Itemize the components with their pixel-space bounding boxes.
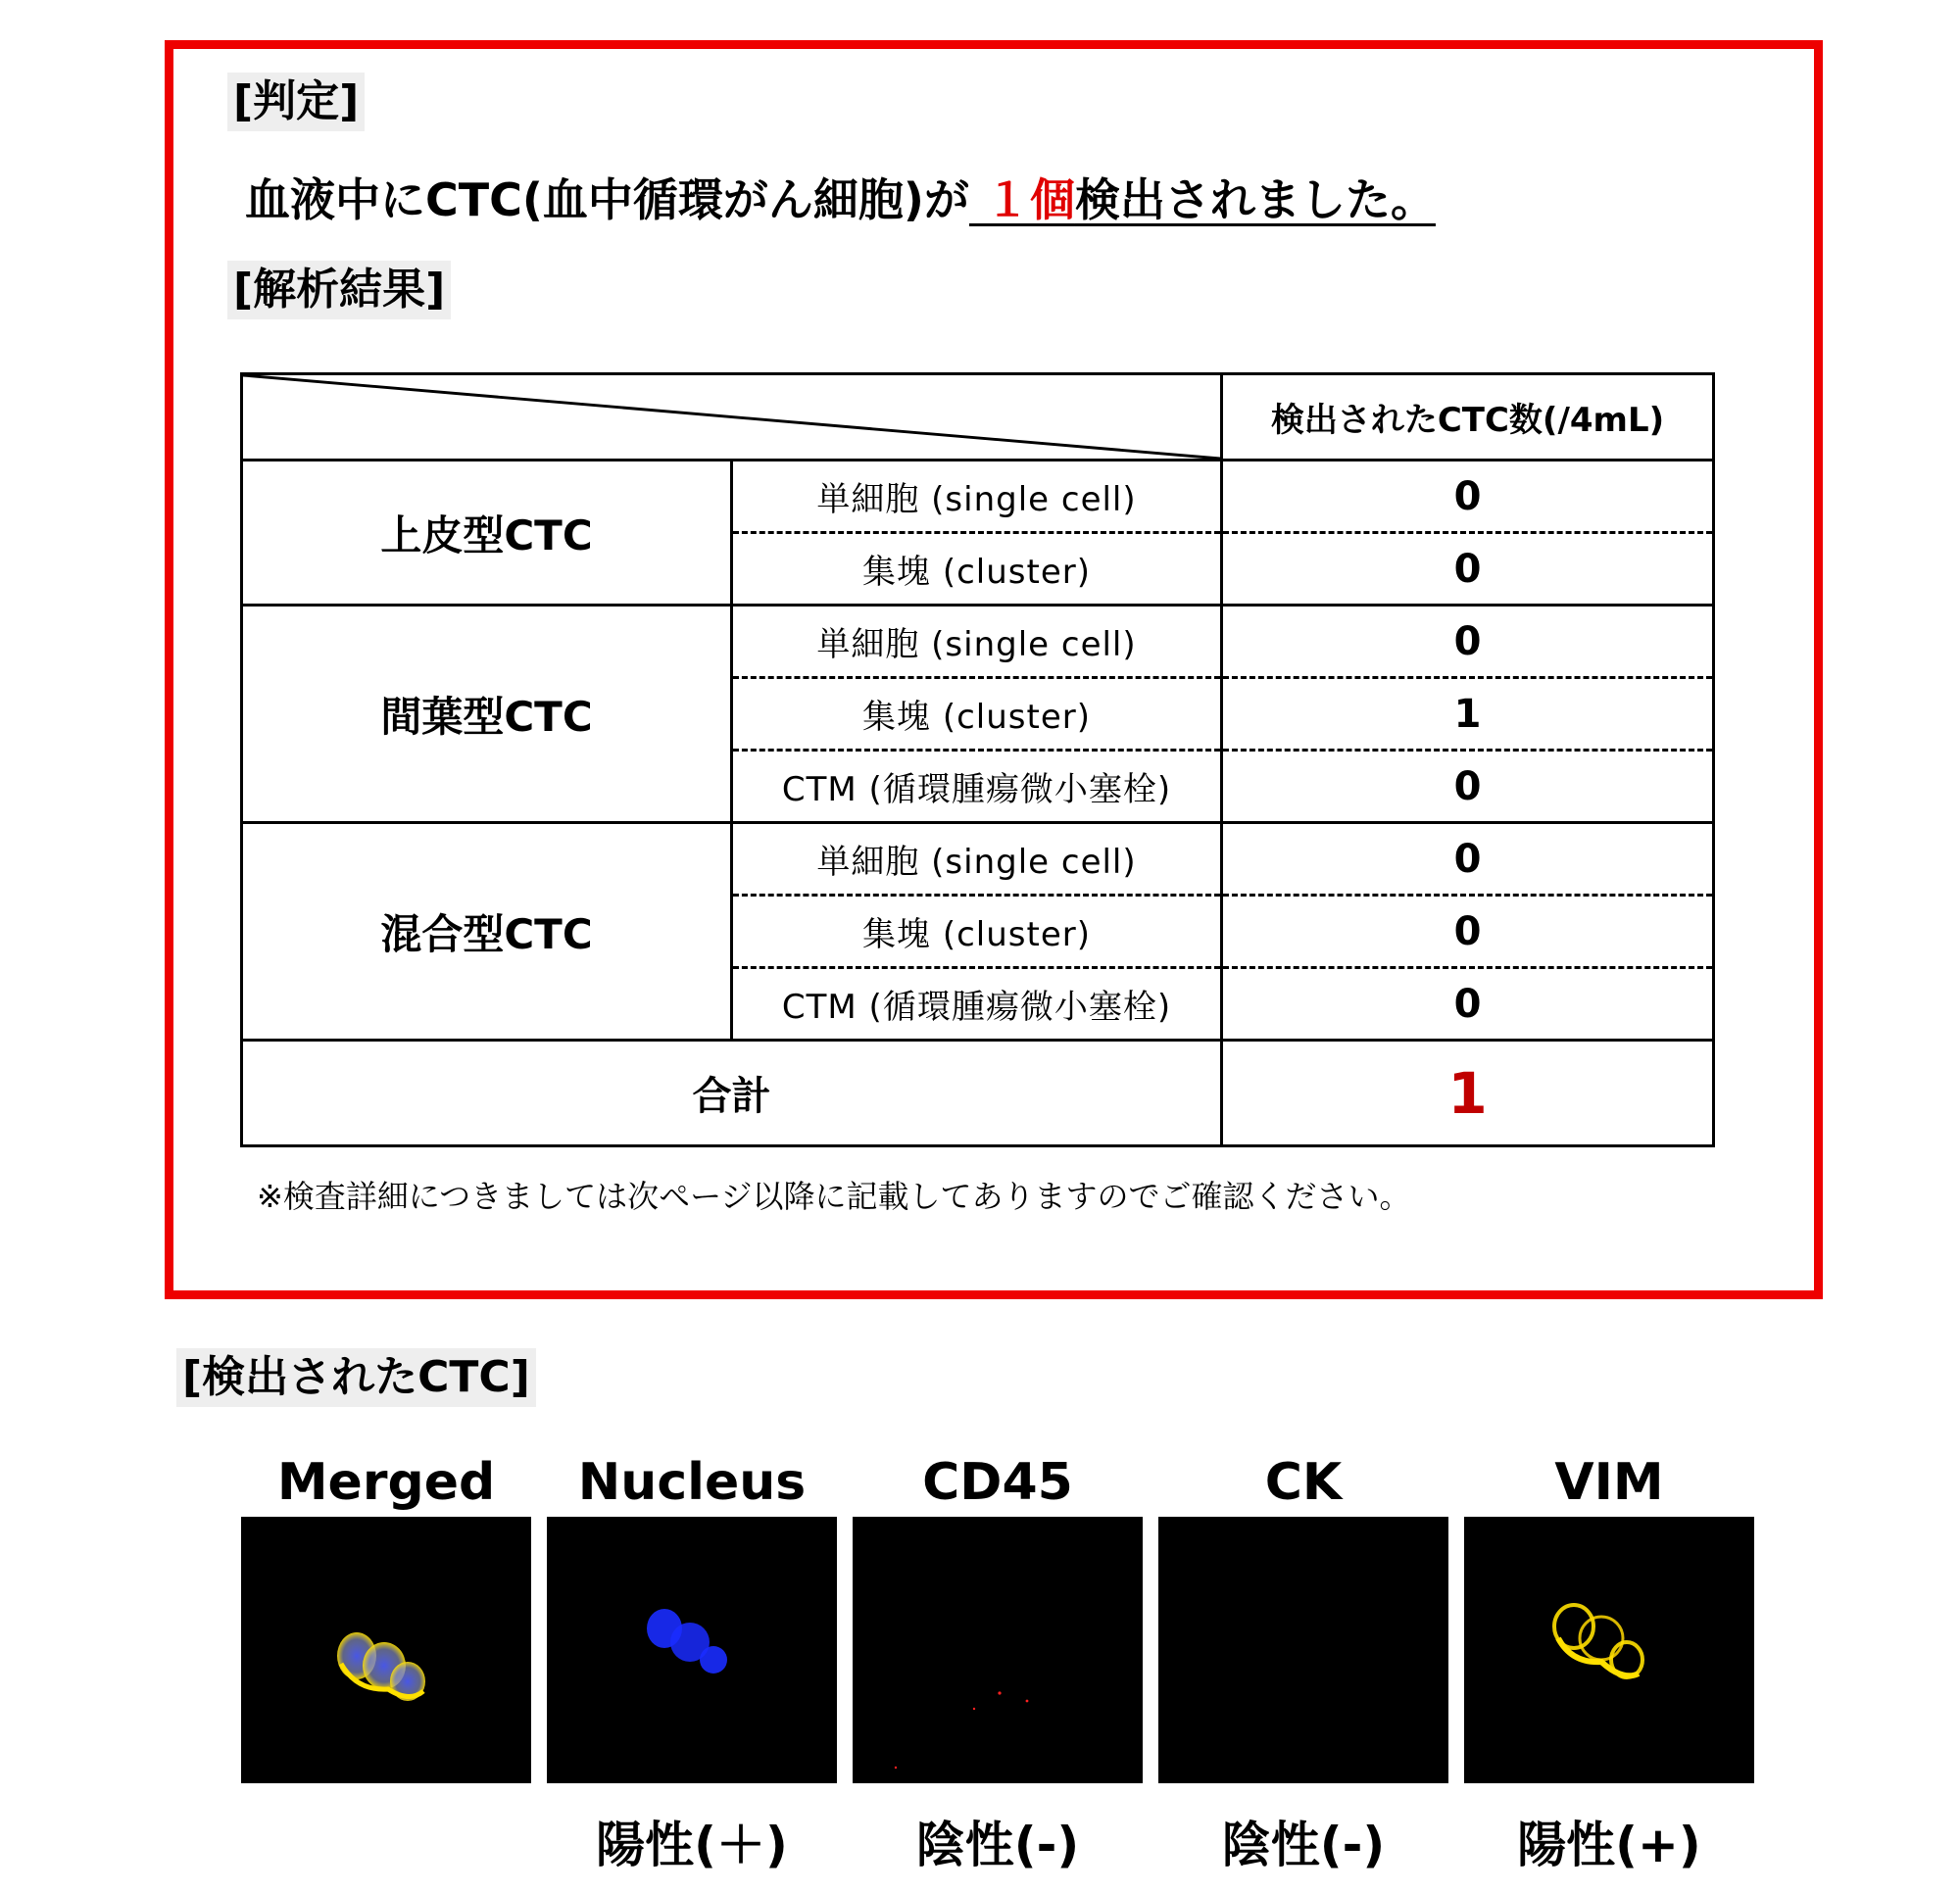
channel-cd45 <box>853 1448 1143 1879</box>
type-mesenchymal: 間葉型CTC <box>242 606 732 823</box>
table-row-sub: 単細胞 (single cell) <box>732 606 1222 678</box>
type-mixed: 混合型CTC <box>242 823 732 1041</box>
table-row-sub: 集塊 (cluster) <box>732 896 1222 968</box>
channel-image-nucleus <box>547 1517 837 1783</box>
table-row-sub: 単細胞 (single cell) <box>732 461 1222 533</box>
verdict-text <box>245 169 1436 231</box>
table-row-value: 1 <box>1222 678 1714 751</box>
merged-cell-image <box>241 1517 531 1783</box>
cd45-cell-image <box>853 1517 1143 1783</box>
vim-cell-image <box>1464 1517 1754 1783</box>
channel-title: Merged <box>276 1453 496 1512</box>
judgement-label: [判定] <box>227 73 365 131</box>
table-row-sub: 集塊 (cluster) <box>732 533 1222 606</box>
analysis-label: [解析結果] <box>227 261 451 319</box>
channel-ck <box>1158 1448 1448 1879</box>
table-row-value: 0 <box>1222 751 1714 823</box>
channel-title: CD45 <box>922 1453 1073 1512</box>
detected-ctc-label: [検出されたCTC] <box>176 1348 536 1407</box>
type-epithelial: 上皮型CTC <box>242 461 732 606</box>
channel-title: Nucleus <box>577 1453 807 1512</box>
channel-image-ck <box>1158 1517 1448 1783</box>
verdict-suffix: 検出されました。 <box>1074 173 1436 226</box>
channel-status: 陽性(+) <box>1517 1817 1701 1873</box>
table-row-value: 0 <box>1222 606 1714 678</box>
detail-note: ※検査詳細につきましては次ページ以降に記載してありますのでご確認ください。 <box>257 1178 1411 1215</box>
verdict-count: １個 <box>968 173 1075 226</box>
ctc-result-table <box>240 372 1715 1147</box>
channel-title: CK <box>1264 1453 1343 1512</box>
channel-status <box>241 1811 531 1879</box>
table-row-value: 0 <box>1222 968 1714 1041</box>
channel-image-cd45 <box>853 1517 1143 1783</box>
channel-merged <box>241 1448 531 1879</box>
table-row-value: 0 <box>1222 896 1714 968</box>
channel-image-vim <box>1464 1517 1754 1783</box>
diagonal-line <box>243 375 1220 459</box>
table-row-sub: 集塊 (cluster) <box>732 678 1222 751</box>
verdict-underlined <box>969 173 1436 226</box>
channel-vim <box>1464 1448 1754 1879</box>
verdict-prefix: 血液中にCTC(血中循環がん細胞)が <box>245 173 969 226</box>
table-header-count: 検出されたCTC数(/4mL) <box>1222 374 1714 461</box>
total-value: 1 <box>1222 1041 1714 1146</box>
table-row-sub: CTM (循環腫瘍微小塞栓) <box>732 751 1222 823</box>
channel-status: 陰性(-) <box>915 1817 1080 1873</box>
table-row-value: 0 <box>1222 533 1714 606</box>
table-row-value: 0 <box>1222 823 1714 896</box>
channel-image-merged <box>241 1517 531 1783</box>
channel-status: 陽性(＋) <box>596 1817 788 1873</box>
nucleus-cell-image <box>547 1517 837 1783</box>
table-row-sub: 単細胞 (single cell) <box>732 823 1222 896</box>
table-corner-cell <box>242 374 1222 461</box>
channel-nucleus <box>547 1448 837 1879</box>
table-row-sub: CTM (循環腫瘍微小塞栓) <box>732 968 1222 1041</box>
channel-status: 陰性(-) <box>1221 1817 1386 1873</box>
total-label: 合計 <box>242 1041 1222 1146</box>
channel-title: VIM <box>1554 1453 1664 1512</box>
table-row-value: 0 <box>1222 461 1714 533</box>
